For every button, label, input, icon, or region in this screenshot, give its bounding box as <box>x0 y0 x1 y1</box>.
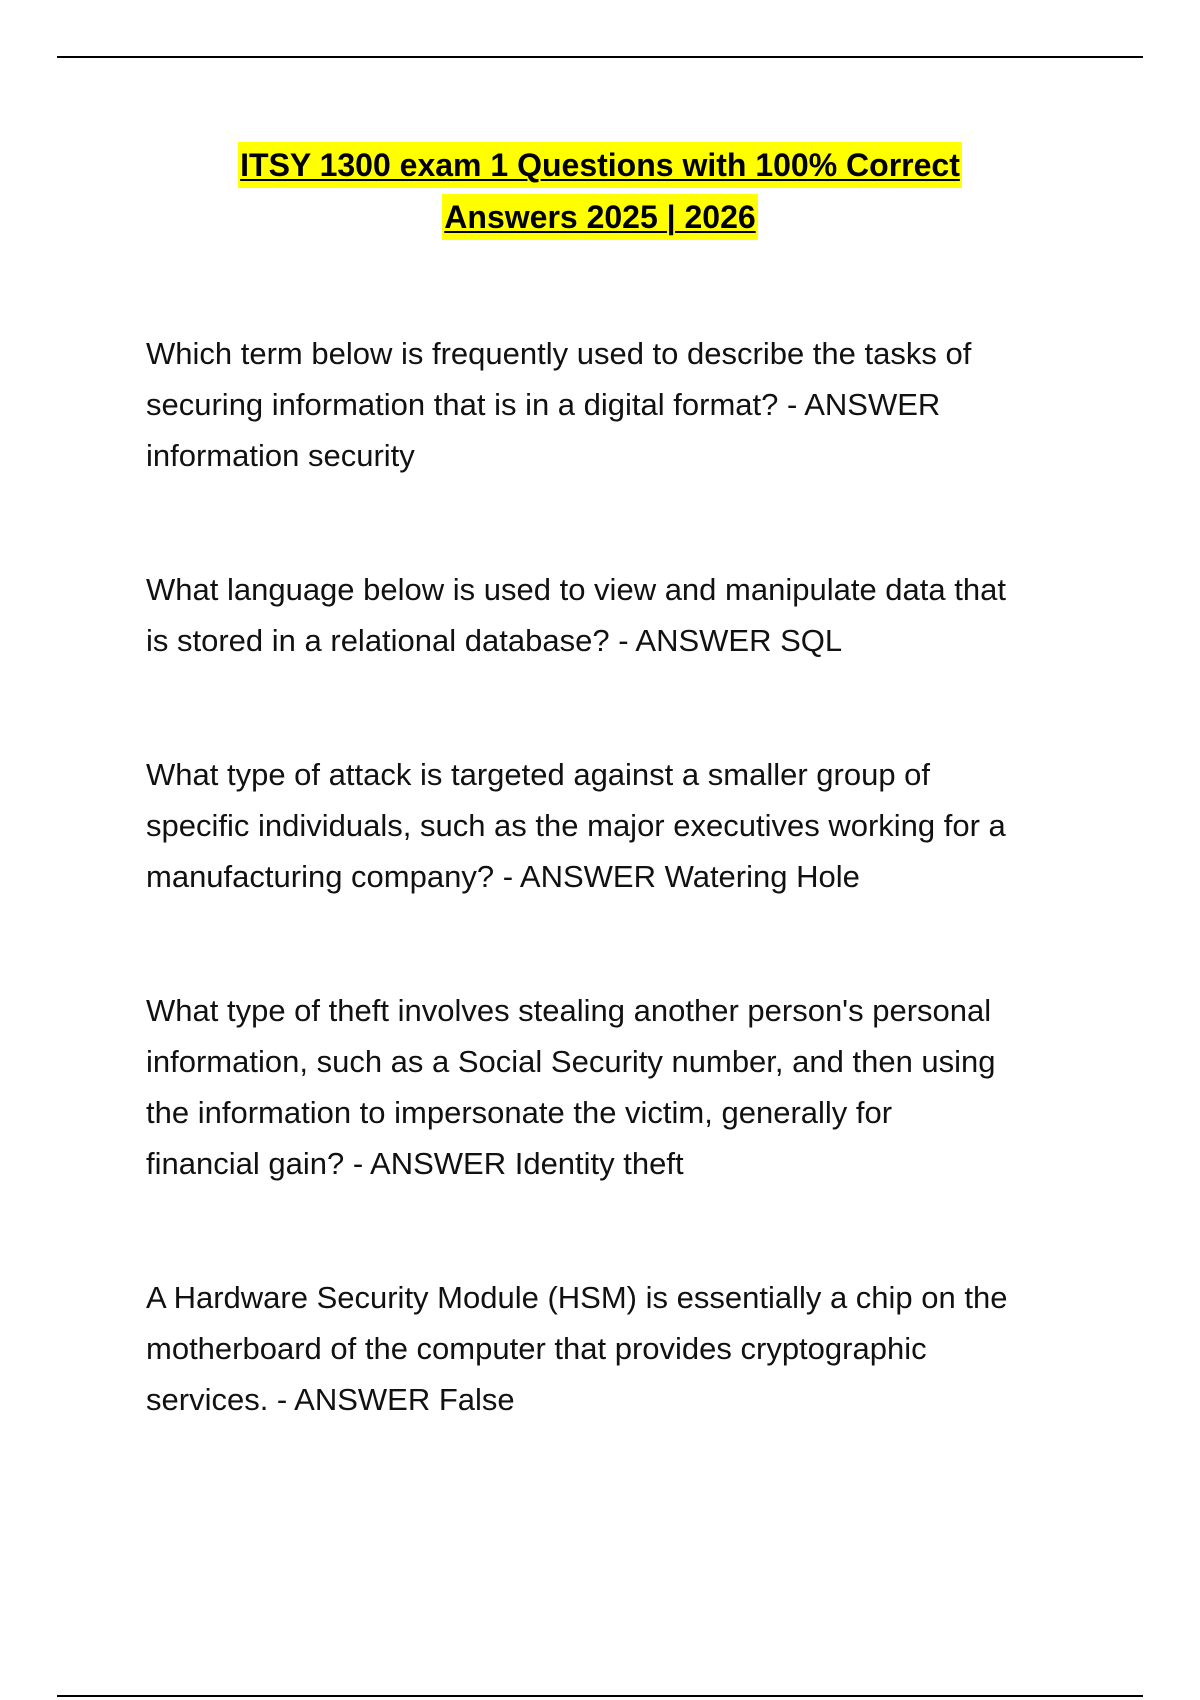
qa-line: the information to impersonate the victim, generally for <box>146 1095 893 1130</box>
qa-item-2 <box>146 564 1106 666</box>
qa-line: What type of attack is targeted against a smaller group of <box>146 757 931 792</box>
qa-line: information security <box>146 438 415 473</box>
title-line-1: ITSY 1300 exam 1 Questions with 100% Correct <box>238 142 962 188</box>
qa-line: specific individuals, such as the major executives working for a <box>146 808 1006 843</box>
qa-line: is stored in a relational database? - ANSWER SQL <box>146 623 843 658</box>
question-answer-list <box>146 328 1106 1425</box>
qa-line: What type of theft involves stealing another person's personal <box>146 993 992 1028</box>
document-title <box>0 142 1200 240</box>
title-line-2: Answers 2025 | 2026 <box>442 194 757 240</box>
qa-item-5 <box>146 1272 1106 1425</box>
qa-line: motherboard of the computer that provides cryptographic <box>146 1331 927 1366</box>
top-divider <box>57 56 1143 58</box>
qa-line: securing information that is in a digital format? - ANSWER <box>146 387 941 422</box>
qa-item-1 <box>146 328 1106 481</box>
qa-line: financial gain? - ANSWER Identity theft <box>146 1146 684 1181</box>
qa-line: What language below is used to view and manipulate data that <box>146 572 1006 607</box>
qa-line: services. - ANSWER False <box>146 1382 515 1417</box>
qa-line: manufacturing company? - ANSWER Watering Hole <box>146 859 860 894</box>
qa-item-3 <box>146 749 1106 902</box>
qa-line: Which term below is frequently used to describe the tasks of <box>146 336 972 371</box>
bottom-divider <box>57 1695 1143 1697</box>
qa-line: information, such as a Social Security number, and then using <box>146 1044 996 1079</box>
qa-line: A Hardware Security Module (HSM) is essentially a chip on the <box>146 1280 1008 1315</box>
qa-item-4 <box>146 985 1106 1189</box>
